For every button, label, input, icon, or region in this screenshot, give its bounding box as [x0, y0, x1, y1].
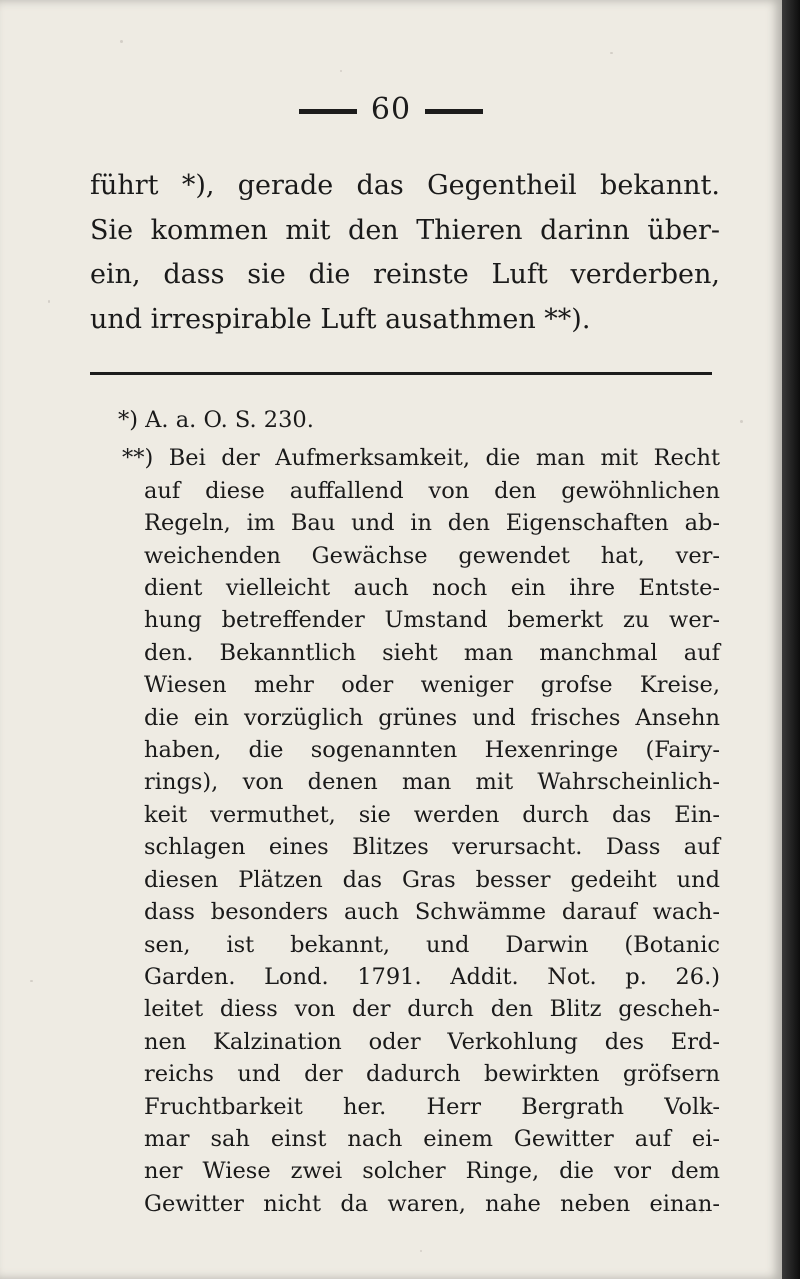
footnote-line: Gewitter nicht da waren, nahe neben einan- — [144, 1190, 720, 1217]
footnote-line: Wiesen mehr oder weniger grofse Kreise, — [144, 672, 720, 699]
footnote-2 — [100, 442, 720, 1220]
main-line: Sie kommen mit den Thieren darinn über- — [90, 214, 720, 246]
footnote-line: auf diese auffallend von den gewöhnlichen — [144, 477, 720, 504]
main-line: ein, dass sie die reinste Luft verderben, — [90, 259, 720, 290]
paper-speck — [30, 980, 33, 982]
paper-speck — [48, 300, 50, 303]
main-paragraph — [90, 164, 720, 342]
paper-speck — [340, 70, 342, 72]
footnote-line: keit vermuthet, sie werden durch das Ein- — [144, 801, 720, 828]
page-header — [0, 92, 782, 127]
page-number: 60 — [370, 92, 412, 127]
footnote-line: Regeln, im Bau und in den Eigenschaften ab- — [144, 510, 720, 537]
paper-speck — [120, 40, 123, 43]
footnote-line: hung betreffender Umstand bemerkt zu wer- — [144, 607, 720, 634]
footnote-line: Fruchtbarkeit her. Herr Bergrath Volk- — [144, 1093, 720, 1120]
footnote-line: nen Kalzination oder Verkohlung des Erd- — [144, 1028, 720, 1055]
paper-speck — [610, 52, 613, 54]
footnote-line: den. Bekanntlich sieht man manchmal auf — [144, 639, 720, 666]
footnote-line: mar sah einst nach einem Gewitter auf ei- — [144, 1125, 720, 1152]
footnote-line: haben, die sogenannten Hexenringe (Fairy- — [144, 737, 720, 764]
footnote-line: sen, ist bekannt, und Darwin (Botanic — [144, 931, 720, 958]
paper-speck — [740, 420, 743, 423]
footnote-line: dient vielleicht auch noch ein ihre Entste- — [144, 575, 720, 602]
footnote-line: diesen Plätzen das Gras besser gedeiht und — [144, 866, 720, 893]
footnote-line: rings), von denen man mit Wahrscheinlich- — [144, 769, 720, 796]
main-line: führt *), gerade das Gegentheil bekannt. — [90, 170, 720, 201]
header-dash-right — [425, 109, 483, 114]
footnote-line: schlagen eines Blitzes verursacht. Dass auf — [144, 834, 720, 861]
footnote-line: Garden. Lond. 1791. Addit. Not. p. 26.) — [144, 963, 720, 990]
footnote-line: weichenden Gewächse gewendet hat, ver- — [144, 542, 720, 569]
header-dash-left — [299, 109, 357, 114]
main-line: und irrespirable Luft ausathmen **). — [90, 303, 591, 335]
footnote-line: dass besonders auch Schwämme darauf wach- — [144, 899, 720, 926]
footnote-line: reichs und der dadurch bewirkten gröfsern — [144, 1061, 720, 1088]
footnote-line: die ein vorzüglich grünes und frisches Ansehn — [144, 704, 720, 731]
paper-speck — [420, 1250, 422, 1252]
footnote-separator-rule — [90, 372, 712, 375]
footnote-1: *) A. a. O. S. 230. — [118, 407, 314, 433]
footnote-line: **) Bei der Aufmerksamkeit, die man mit Recht — [122, 445, 720, 472]
footnotes — [100, 404, 720, 1220]
footnote-line: ner Wiese zwei solcher Ringe, die vor dem — [144, 1158, 720, 1185]
page-edge-shadow — [782, 0, 800, 1279]
footnote-line: leitet diess von der durch den Blitz gescheh- — [144, 996, 720, 1023]
